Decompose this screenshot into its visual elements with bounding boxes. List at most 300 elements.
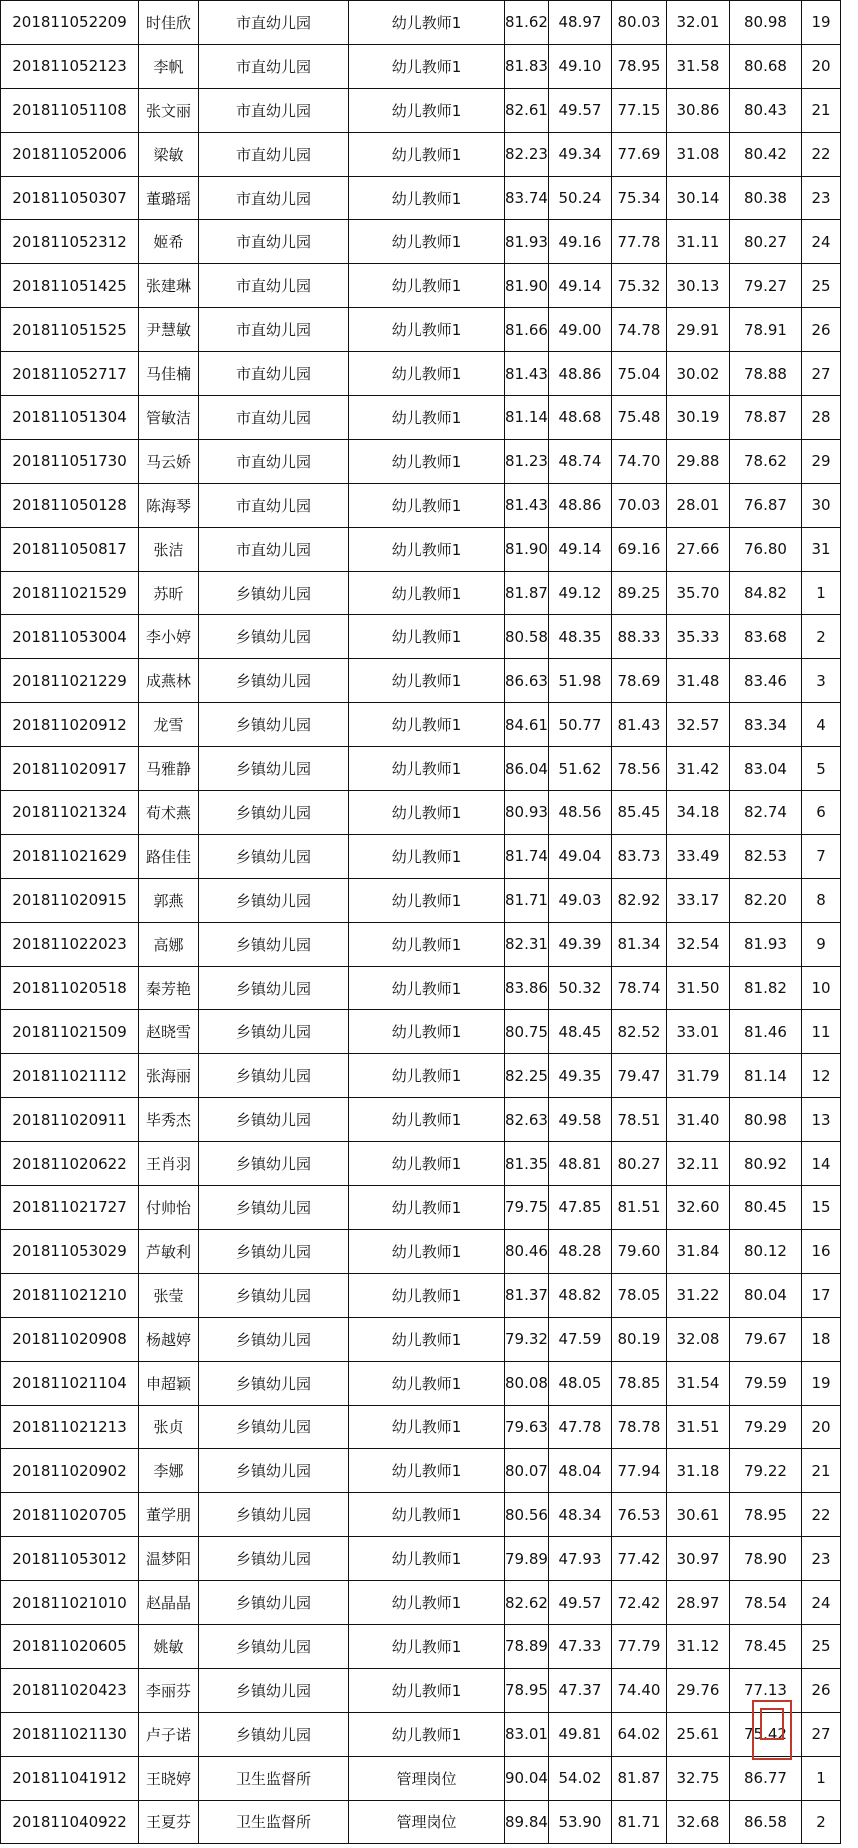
id-cell: 201811021324 (1, 791, 139, 835)
unit-cell: 市直幼儿园 (199, 483, 349, 527)
position-cell: 幼儿教师1 (349, 791, 505, 835)
score-b-cell: 81.43 (612, 703, 667, 747)
rank-cell: 25 (802, 264, 841, 308)
score-b-weighted-cell: 28.01 (667, 483, 730, 527)
score-b-cell: 80.27 (612, 1142, 667, 1186)
score-a-weighted-cell: 53.90 (549, 1800, 612, 1844)
score-b-weighted-cell: 30.13 (667, 264, 730, 308)
table-row (1, 483, 841, 527)
rank-cell: 6 (802, 791, 841, 835)
total-score-cell: 81.82 (730, 966, 802, 1010)
unit-cell: 市直幼儿园 (199, 396, 349, 440)
id-cell: 201811021104 (1, 1361, 139, 1405)
rank-cell: 21 (802, 1449, 841, 1493)
score-a-weighted-cell: 48.35 (549, 615, 612, 659)
position-cell: 幼儿教师1 (349, 44, 505, 88)
score-a-weighted-cell: 49.34 (549, 132, 612, 176)
score-a-weighted-cell: 47.85 (549, 1186, 612, 1230)
score-b-weighted-cell: 31.11 (667, 220, 730, 264)
score-b-weighted-cell: 35.70 (667, 571, 730, 615)
score-b-weighted-cell: 31.58 (667, 44, 730, 88)
table-row (1, 1273, 841, 1317)
score-a-weighted-cell: 47.78 (549, 1405, 612, 1449)
id-cell: 201811052717 (1, 352, 139, 396)
rank-cell: 3 (802, 659, 841, 703)
score-a-cell: 79.32 (505, 1317, 549, 1361)
score-b-cell: 78.56 (612, 747, 667, 791)
name-cell: 李丽芬 (139, 1668, 199, 1712)
position-cell: 管理岗位 (349, 1800, 505, 1844)
rank-cell: 10 (802, 966, 841, 1010)
score-b-weighted-cell: 27.66 (667, 527, 730, 571)
name-cell: 成燕林 (139, 659, 199, 703)
id-cell: 201811020622 (1, 1142, 139, 1186)
score-b-cell: 82.92 (612, 878, 667, 922)
name-cell: 张海丽 (139, 1054, 199, 1098)
id-cell: 201811021010 (1, 1581, 139, 1625)
score-b-weighted-cell: 31.08 (667, 132, 730, 176)
table-row (1, 703, 841, 747)
score-a-weighted-cell: 48.86 (549, 483, 612, 527)
score-a-weighted-cell: 51.62 (549, 747, 612, 791)
table-row (1, 396, 841, 440)
name-cell: 毕秀杰 (139, 1098, 199, 1142)
position-cell: 幼儿教师1 (349, 220, 505, 264)
name-cell: 芦敏利 (139, 1229, 199, 1273)
unit-cell: 市直幼儿园 (199, 352, 349, 396)
score-b-cell: 72.42 (612, 1581, 667, 1625)
score-a-cell: 81.83 (505, 44, 549, 88)
score-a-cell: 80.93 (505, 791, 549, 835)
name-cell: 张文丽 (139, 88, 199, 132)
score-b-cell: 79.60 (612, 1229, 667, 1273)
rank-cell: 20 (802, 1405, 841, 1449)
rank-cell: 7 (802, 834, 841, 878)
rank-cell: 9 (802, 922, 841, 966)
id-cell: 201811040922 (1, 1800, 139, 1844)
score-a-weighted-cell: 47.37 (549, 1668, 612, 1712)
score-a-weighted-cell: 47.59 (549, 1317, 612, 1361)
table-row (1, 439, 841, 483)
id-cell: 201811052006 (1, 132, 139, 176)
rank-cell: 12 (802, 1054, 841, 1098)
rank-cell: 27 (802, 352, 841, 396)
score-b-cell: 81.71 (612, 1800, 667, 1844)
rank-cell: 31 (802, 527, 841, 571)
total-score-cell: 80.42 (730, 132, 802, 176)
rank-cell: 13 (802, 1098, 841, 1142)
score-a-weighted-cell: 49.00 (549, 308, 612, 352)
score-b-cell: 74.40 (612, 1668, 667, 1712)
score-b-weighted-cell: 32.75 (667, 1756, 730, 1800)
unit-cell: 乡镇幼儿园 (199, 703, 349, 747)
score-a-cell: 79.63 (505, 1405, 549, 1449)
score-a-weighted-cell: 48.34 (549, 1493, 612, 1537)
score-a-cell: 81.23 (505, 439, 549, 483)
score-b-weighted-cell: 35.33 (667, 615, 730, 659)
rank-cell: 2 (802, 615, 841, 659)
score-a-weighted-cell: 54.02 (549, 1756, 612, 1800)
unit-cell: 卫生监督所 (199, 1800, 349, 1844)
total-score-cell: 78.90 (730, 1537, 802, 1581)
name-cell: 尹慧敏 (139, 308, 199, 352)
table-row (1, 615, 841, 659)
name-cell: 赵晶晶 (139, 1581, 199, 1625)
score-a-weighted-cell: 48.97 (549, 1, 612, 45)
score-a-cell: 83.01 (505, 1712, 549, 1756)
rank-cell: 22 (802, 132, 841, 176)
table-row (1, 88, 841, 132)
id-cell: 201811051304 (1, 396, 139, 440)
position-cell: 幼儿教师1 (349, 352, 505, 396)
name-cell: 张建琳 (139, 264, 199, 308)
total-score-cell: 80.38 (730, 176, 802, 220)
unit-cell: 乡镇幼儿园 (199, 1668, 349, 1712)
score-a-weighted-cell: 50.32 (549, 966, 612, 1010)
total-score-cell: 84.82 (730, 571, 802, 615)
table-row (1, 659, 841, 703)
unit-cell: 乡镇幼儿园 (199, 966, 349, 1010)
score-b-weighted-cell: 30.61 (667, 1493, 730, 1537)
score-a-weighted-cell: 49.14 (549, 264, 612, 308)
score-b-weighted-cell: 31.22 (667, 1273, 730, 1317)
total-score-cell: 82.74 (730, 791, 802, 835)
score-b-cell: 80.03 (612, 1, 667, 45)
score-b-weighted-cell: 32.01 (667, 1, 730, 45)
name-cell: 张莹 (139, 1273, 199, 1317)
position-cell: 幼儿教师1 (349, 1317, 505, 1361)
score-a-weighted-cell: 50.77 (549, 703, 612, 747)
table-row (1, 1361, 841, 1405)
rank-cell: 4 (802, 703, 841, 747)
position-cell: 幼儿教师1 (349, 88, 505, 132)
name-cell: 姬希 (139, 220, 199, 264)
unit-cell: 市直幼儿园 (199, 439, 349, 483)
rank-cell: 2 (802, 1800, 841, 1844)
name-cell: 路佳佳 (139, 834, 199, 878)
id-cell: 201811022023 (1, 922, 139, 966)
table-row (1, 264, 841, 308)
score-b-cell: 69.16 (612, 527, 667, 571)
score-a-cell: 82.31 (505, 922, 549, 966)
score-b-cell: 74.78 (612, 308, 667, 352)
total-score-cell: 78.62 (730, 439, 802, 483)
position-cell: 幼儿教师1 (349, 1098, 505, 1142)
table-row (1, 922, 841, 966)
score-a-cell: 82.63 (505, 1098, 549, 1142)
table-row (1, 1, 841, 45)
table-row (1, 1317, 841, 1361)
total-score-cell: 80.98 (730, 1, 802, 45)
unit-cell: 市直幼儿园 (199, 1, 349, 45)
score-b-weighted-cell: 30.14 (667, 176, 730, 220)
id-cell: 201811021529 (1, 571, 139, 615)
total-score-cell: 86.58 (730, 1800, 802, 1844)
position-cell: 幼儿教师1 (349, 176, 505, 220)
unit-cell: 卫生监督所 (199, 1756, 349, 1800)
id-cell: 201811051525 (1, 308, 139, 352)
score-a-weighted-cell: 49.10 (549, 44, 612, 88)
id-cell: 201811053012 (1, 1537, 139, 1581)
score-b-weighted-cell: 29.88 (667, 439, 730, 483)
score-a-cell: 86.04 (505, 747, 549, 791)
total-score-cell: 78.87 (730, 396, 802, 440)
score-b-weighted-cell: 34.18 (667, 791, 730, 835)
score-b-weighted-cell: 33.49 (667, 834, 730, 878)
position-cell: 幼儿教师1 (349, 483, 505, 527)
score-a-cell: 81.74 (505, 834, 549, 878)
rank-cell: 24 (802, 220, 841, 264)
score-a-cell: 81.43 (505, 483, 549, 527)
table-row (1, 1668, 841, 1712)
position-cell: 幼儿教师1 (349, 1054, 505, 1098)
id-cell: 201811020917 (1, 747, 139, 791)
name-cell: 郭燕 (139, 878, 199, 922)
total-score-cell: 79.29 (730, 1405, 802, 1449)
unit-cell: 乡镇幼儿园 (199, 747, 349, 791)
score-b-weighted-cell: 31.12 (667, 1624, 730, 1668)
rank-cell: 15 (802, 1186, 841, 1230)
score-b-cell: 81.34 (612, 922, 667, 966)
score-b-cell: 74.70 (612, 439, 667, 483)
table-row (1, 220, 841, 264)
name-cell: 管敏洁 (139, 396, 199, 440)
rank-cell: 22 (802, 1493, 841, 1537)
score-a-weighted-cell: 48.28 (549, 1229, 612, 1273)
table-row (1, 1054, 841, 1098)
position-cell: 幼儿教师1 (349, 1273, 505, 1317)
total-score-cell: 78.91 (730, 308, 802, 352)
name-cell: 马云娇 (139, 439, 199, 483)
score-a-weighted-cell: 49.04 (549, 834, 612, 878)
id-cell: 201811020908 (1, 1317, 139, 1361)
score-a-cell: 89.84 (505, 1800, 549, 1844)
total-score-cell: 81.46 (730, 1010, 802, 1054)
id-cell: 201811052312 (1, 220, 139, 264)
rank-cell: 25 (802, 1624, 841, 1668)
rank-cell: 29 (802, 439, 841, 483)
unit-cell: 乡镇幼儿园 (199, 1449, 349, 1493)
position-cell: 幼儿教师1 (349, 1186, 505, 1230)
score-a-cell: 80.56 (505, 1493, 549, 1537)
total-score-cell: 78.95 (730, 1493, 802, 1537)
name-cell: 付帅怡 (139, 1186, 199, 1230)
position-cell: 幼儿教师1 (349, 1449, 505, 1493)
score-a-cell: 81.35 (505, 1142, 549, 1186)
total-score-cell: 78.88 (730, 352, 802, 396)
score-b-cell: 75.32 (612, 264, 667, 308)
score-b-weighted-cell: 31.18 (667, 1449, 730, 1493)
name-cell: 龙雪 (139, 703, 199, 747)
score-b-cell: 77.42 (612, 1537, 667, 1581)
score-a-weighted-cell: 47.33 (549, 1624, 612, 1668)
score-a-weighted-cell: 50.24 (549, 176, 612, 220)
name-cell: 马雅静 (139, 747, 199, 791)
score-a-weighted-cell: 48.56 (549, 791, 612, 835)
total-score-cell: 79.59 (730, 1361, 802, 1405)
unit-cell: 市直幼儿园 (199, 308, 349, 352)
score-a-cell: 81.71 (505, 878, 549, 922)
rank-cell: 1 (802, 571, 841, 615)
name-cell: 杨越婷 (139, 1317, 199, 1361)
score-b-weighted-cell: 30.97 (667, 1537, 730, 1581)
score-a-cell: 81.90 (505, 527, 549, 571)
name-cell: 李娜 (139, 1449, 199, 1493)
rank-cell: 17 (802, 1273, 841, 1317)
rank-cell: 26 (802, 1668, 841, 1712)
score-b-cell: 78.78 (612, 1405, 667, 1449)
position-cell: 幼儿教师1 (349, 1405, 505, 1449)
table-row (1, 1449, 841, 1493)
score-a-cell: 80.46 (505, 1229, 549, 1273)
name-cell: 温梦阳 (139, 1537, 199, 1581)
table-row (1, 1712, 841, 1756)
score-a-weighted-cell: 51.98 (549, 659, 612, 703)
table-row (1, 571, 841, 615)
table-row (1, 1800, 841, 1844)
score-b-cell: 77.94 (612, 1449, 667, 1493)
name-cell: 李小婷 (139, 615, 199, 659)
unit-cell: 乡镇幼儿园 (199, 1010, 349, 1054)
table-row (1, 352, 841, 396)
table-row (1, 1493, 841, 1537)
table-row (1, 527, 841, 571)
unit-cell: 市直幼儿园 (199, 527, 349, 571)
unit-cell: 市直幼儿园 (199, 88, 349, 132)
unit-cell: 乡镇幼儿园 (199, 571, 349, 615)
score-b-cell: 85.45 (612, 791, 667, 835)
id-cell: 201811051730 (1, 439, 139, 483)
score-b-weighted-cell: 29.76 (667, 1668, 730, 1712)
score-b-weighted-cell: 29.91 (667, 308, 730, 352)
id-cell: 201811020605 (1, 1624, 139, 1668)
id-cell: 201811052123 (1, 44, 139, 88)
score-b-weighted-cell: 31.48 (667, 659, 730, 703)
rank-cell: 5 (802, 747, 841, 791)
score-b-cell: 77.79 (612, 1624, 667, 1668)
id-cell: 201811041912 (1, 1756, 139, 1800)
score-b-cell: 75.04 (612, 352, 667, 396)
total-score-cell: 80.98 (730, 1098, 802, 1142)
position-cell: 幼儿教师1 (349, 1624, 505, 1668)
id-cell: 201811020902 (1, 1449, 139, 1493)
total-score-cell: 80.27 (730, 220, 802, 264)
score-b-weighted-cell: 32.54 (667, 922, 730, 966)
score-b-weighted-cell: 31.50 (667, 966, 730, 1010)
score-a-cell: 81.90 (505, 264, 549, 308)
score-b-weighted-cell: 30.86 (667, 88, 730, 132)
id-cell: 201811052209 (1, 1, 139, 45)
rank-cell: 23 (802, 1537, 841, 1581)
score-b-cell: 75.48 (612, 396, 667, 440)
name-cell: 董璐瑶 (139, 176, 199, 220)
position-cell: 幼儿教师1 (349, 834, 505, 878)
score-a-weighted-cell: 49.12 (549, 571, 612, 615)
id-cell: 201811050128 (1, 483, 139, 527)
id-cell: 201811020518 (1, 966, 139, 1010)
total-score-cell: 83.04 (730, 747, 802, 791)
id-cell: 201811050817 (1, 527, 139, 571)
name-cell: 李帆 (139, 44, 199, 88)
name-cell: 姚敏 (139, 1624, 199, 1668)
score-a-cell: 86.63 (505, 659, 549, 703)
total-score-cell: 83.68 (730, 615, 802, 659)
score-b-cell: 83.73 (612, 834, 667, 878)
position-cell: 幼儿教师1 (349, 1537, 505, 1581)
position-cell: 幼儿教师1 (349, 396, 505, 440)
table-row (1, 1010, 841, 1054)
score-a-cell: 82.61 (505, 88, 549, 132)
unit-cell: 乡镇幼儿园 (199, 1624, 349, 1668)
id-cell: 201811051108 (1, 88, 139, 132)
unit-cell: 乡镇幼儿园 (199, 1493, 349, 1537)
score-b-cell: 78.74 (612, 966, 667, 1010)
id-cell: 201811053029 (1, 1229, 139, 1273)
table-row (1, 132, 841, 176)
name-cell: 梁敏 (139, 132, 199, 176)
score-a-weighted-cell: 49.81 (549, 1712, 612, 1756)
score-a-cell: 84.61 (505, 703, 549, 747)
table-row (1, 878, 841, 922)
score-a-weighted-cell: 48.82 (549, 1273, 612, 1317)
total-score-cell: 83.46 (730, 659, 802, 703)
total-score-cell: 79.22 (730, 1449, 802, 1493)
score-a-cell: 81.87 (505, 571, 549, 615)
total-score-cell: 80.04 (730, 1273, 802, 1317)
total-score-cell: 79.67 (730, 1317, 802, 1361)
position-cell: 幼儿教师1 (349, 264, 505, 308)
score-b-weighted-cell: 28.97 (667, 1581, 730, 1625)
total-score-cell: 80.43 (730, 88, 802, 132)
score-b-cell: 78.69 (612, 659, 667, 703)
score-b-cell: 89.25 (612, 571, 667, 615)
unit-cell: 乡镇幼儿园 (199, 1273, 349, 1317)
position-cell: 幼儿教师1 (349, 1493, 505, 1537)
score-b-weighted-cell: 30.19 (667, 396, 730, 440)
score-a-weighted-cell: 49.03 (549, 878, 612, 922)
id-cell: 201811051425 (1, 264, 139, 308)
score-a-weighted-cell: 48.04 (549, 1449, 612, 1493)
score-b-cell: 78.95 (612, 44, 667, 88)
id-cell: 201811021509 (1, 1010, 139, 1054)
score-a-weighted-cell: 48.74 (549, 439, 612, 483)
total-score-cell: 75.42 (730, 1712, 802, 1756)
score-b-cell: 70.03 (612, 483, 667, 527)
id-cell: 201811050307 (1, 176, 139, 220)
id-cell: 201811021112 (1, 1054, 139, 1098)
score-b-weighted-cell: 25.61 (667, 1712, 730, 1756)
score-a-cell: 78.95 (505, 1668, 549, 1712)
position-cell: 幼儿教师1 (349, 703, 505, 747)
position-cell: 幼儿教师1 (349, 308, 505, 352)
table-row (1, 1229, 841, 1273)
table-row (1, 1142, 841, 1186)
rank-cell: 20 (802, 44, 841, 88)
id-cell: 201811021213 (1, 1405, 139, 1449)
score-b-weighted-cell: 32.57 (667, 703, 730, 747)
name-cell: 王肖羽 (139, 1142, 199, 1186)
table-row (1, 834, 841, 878)
unit-cell: 乡镇幼儿园 (199, 1229, 349, 1273)
table-row (1, 1624, 841, 1668)
position-cell: 幼儿教师1 (349, 1010, 505, 1054)
unit-cell: 市直幼儿园 (199, 44, 349, 88)
score-b-weighted-cell: 31.54 (667, 1361, 730, 1405)
score-a-weighted-cell: 48.68 (549, 396, 612, 440)
score-b-cell: 77.15 (612, 88, 667, 132)
position-cell: 幼儿教师1 (349, 571, 505, 615)
score-b-weighted-cell: 30.02 (667, 352, 730, 396)
